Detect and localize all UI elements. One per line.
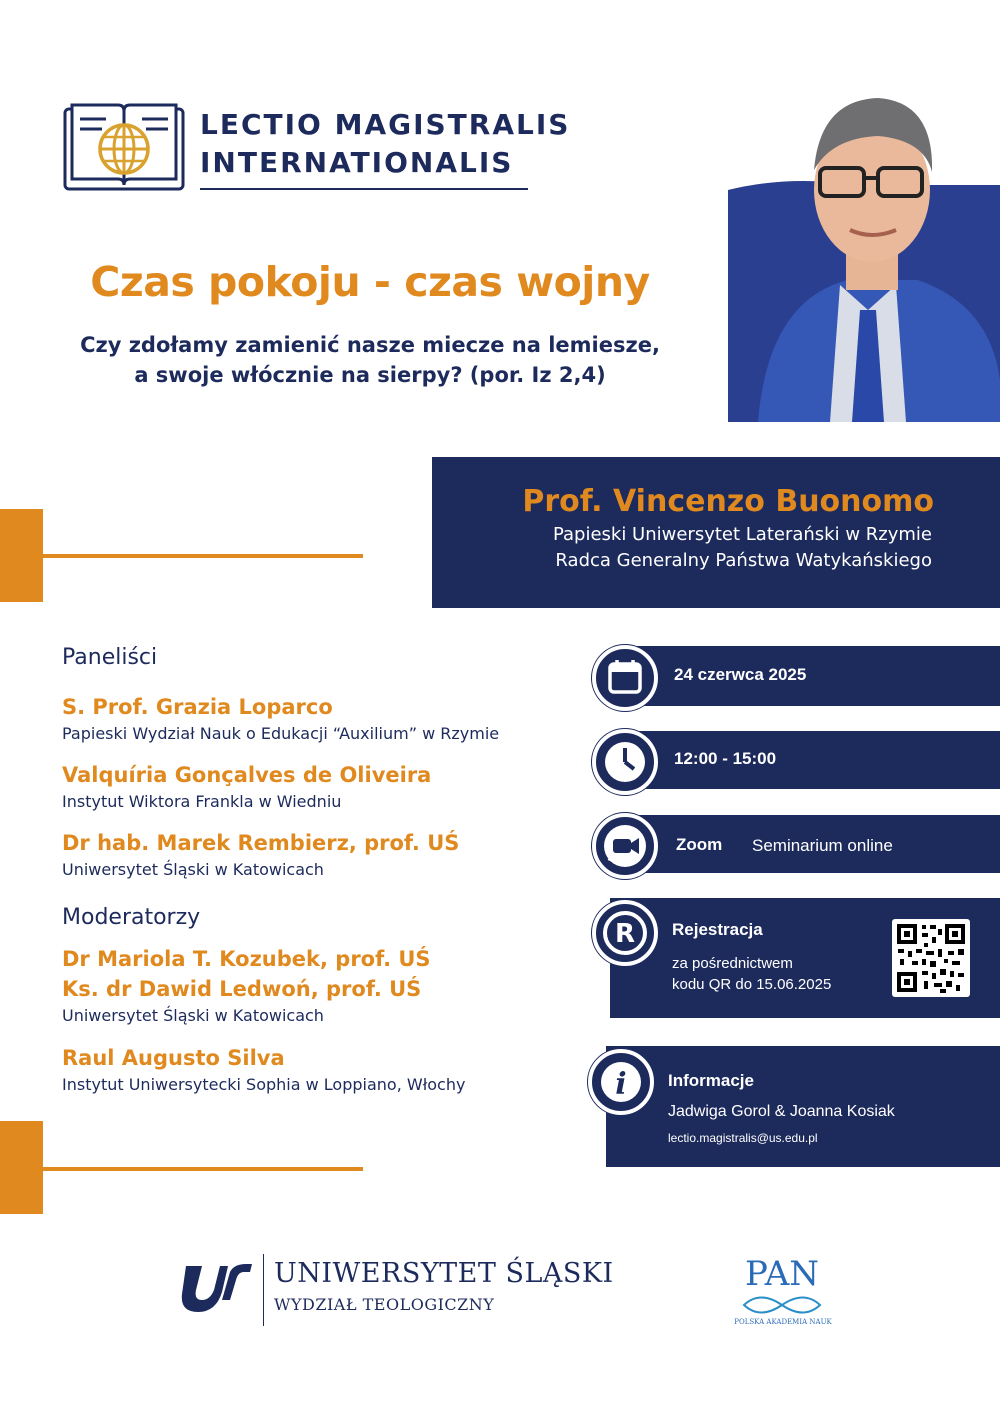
faculty-name: WYDZIAŁ TEOLOGICZNY (274, 1295, 495, 1314)
panelist-affiliation: Uniwersytet Śląski w Katowicach (62, 860, 324, 879)
qr-code[interactable] (892, 919, 970, 997)
panelist-name: Valquíria Gonçalves de Oliveira (62, 763, 432, 787)
panelist-affiliation: Instytut Wiktora Frankla w Wiedniu (62, 792, 342, 811)
page-title: Czas pokoju - czas wojny (90, 258, 650, 306)
moderator-name: Dr Mariola T. Kozubek, prof. UŚ (62, 947, 431, 971)
qr-code-icon (892, 919, 970, 997)
registration-circle (592, 900, 658, 966)
info-email[interactable]: lectio.magistralis@us.edu.pl (668, 1131, 818, 1145)
footer-divider (263, 1254, 264, 1326)
information-circle (588, 1049, 654, 1115)
book-globe-icon (62, 97, 186, 193)
subtitle-line-2: a swoje włócznie na sierpy? (por. Iz 2,4) (134, 363, 606, 387)
svg-text:R: R (614, 919, 636, 949)
pan-emblem (738, 1292, 826, 1318)
clock-icon (596, 733, 654, 791)
event-date: 24 czerwca 2025 (674, 665, 807, 684)
registration-line-2: kodu QR do 15.06.2025 (672, 976, 832, 993)
logo-underline (200, 188, 528, 190)
date-circle (592, 645, 658, 711)
video-camera-icon (596, 817, 654, 875)
moderator-affiliation: Uniwersytet Śląski w Katowicach (62, 1006, 324, 1025)
logo-text (200, 106, 570, 182)
speaker-name: Prof. Vincenzo Buonomo (522, 484, 934, 519)
infinity-icon (738, 1292, 826, 1318)
accent-line-top (43, 554, 363, 558)
university-logo-mark (176, 1260, 252, 1314)
panelist-affiliation: Papieski Wydział Nauk o Edukacji “Auxilium” w Rzymie (62, 724, 500, 743)
event-time: 12:00 - 15:00 (674, 749, 777, 768)
speaker-role: Radca Generalny Państwa Watykańskiego (555, 550, 932, 571)
panelist-name: S. Prof. Grazia Loparco (62, 695, 333, 719)
accent-line-bottom (43, 1167, 363, 1171)
info-title: Informacje (668, 1071, 754, 1090)
pan-logo: PAN (744, 1254, 820, 1294)
speaker-portrait-illustration (728, 80, 1000, 422)
info-icon (592, 1053, 650, 1111)
calendar-icon (596, 649, 654, 707)
logo-line-2: INTERNATIONALIS (200, 146, 514, 179)
logo-mark (62, 97, 186, 193)
page-subtitle (0, 330, 740, 390)
subtitle-line-1: Czy zdołamy zamienić nasze miecze na lemiesze, (80, 333, 660, 357)
speaker-photo (728, 80, 1000, 422)
moderator-name: Raul Augusto Silva (62, 1046, 285, 1070)
info-names: Jadwiga Gorol & Joanna Kosiak (668, 1103, 895, 1120)
svg-text:i: i (615, 1067, 627, 1102)
registered-icon (596, 904, 654, 962)
pan-full-name: POLSKA AKADEMIA NAUK (734, 1318, 832, 1326)
panelists-heading: Paneliści (62, 645, 158, 670)
moderator-affiliation: Instytut Uniwersytecki Sophia w Loppiano, Włochy (62, 1075, 466, 1094)
speaker-affiliation: Papieski Uniwersytet Laterański w Rzymie (552, 524, 932, 545)
moderators-heading: Moderatorzy (62, 905, 201, 930)
logo-line-1: LECTIO MAGISTRALIS (200, 108, 571, 141)
registration-line-1: za pośrednictwem (672, 955, 793, 972)
accent-bar-bottom (0, 1121, 43, 1214)
event-platform-desc: Seminarium online (752, 836, 893, 855)
time-circle (592, 729, 658, 795)
panelist-name: Dr hab. Marek Rembierz, prof. UŚ (62, 831, 460, 855)
university-name: UNIWERSYTET ŚLĄSKI (274, 1258, 614, 1289)
moderator-name: Ks. dr Dawid Ledwoń, prof. UŚ (62, 977, 422, 1001)
accent-bar-top (0, 509, 43, 602)
event-platform: Zoom (676, 835, 723, 854)
university-emblem-icon (176, 1260, 252, 1314)
registration-title: Rejestracja (672, 920, 763, 939)
zoom-circle (592, 813, 658, 879)
